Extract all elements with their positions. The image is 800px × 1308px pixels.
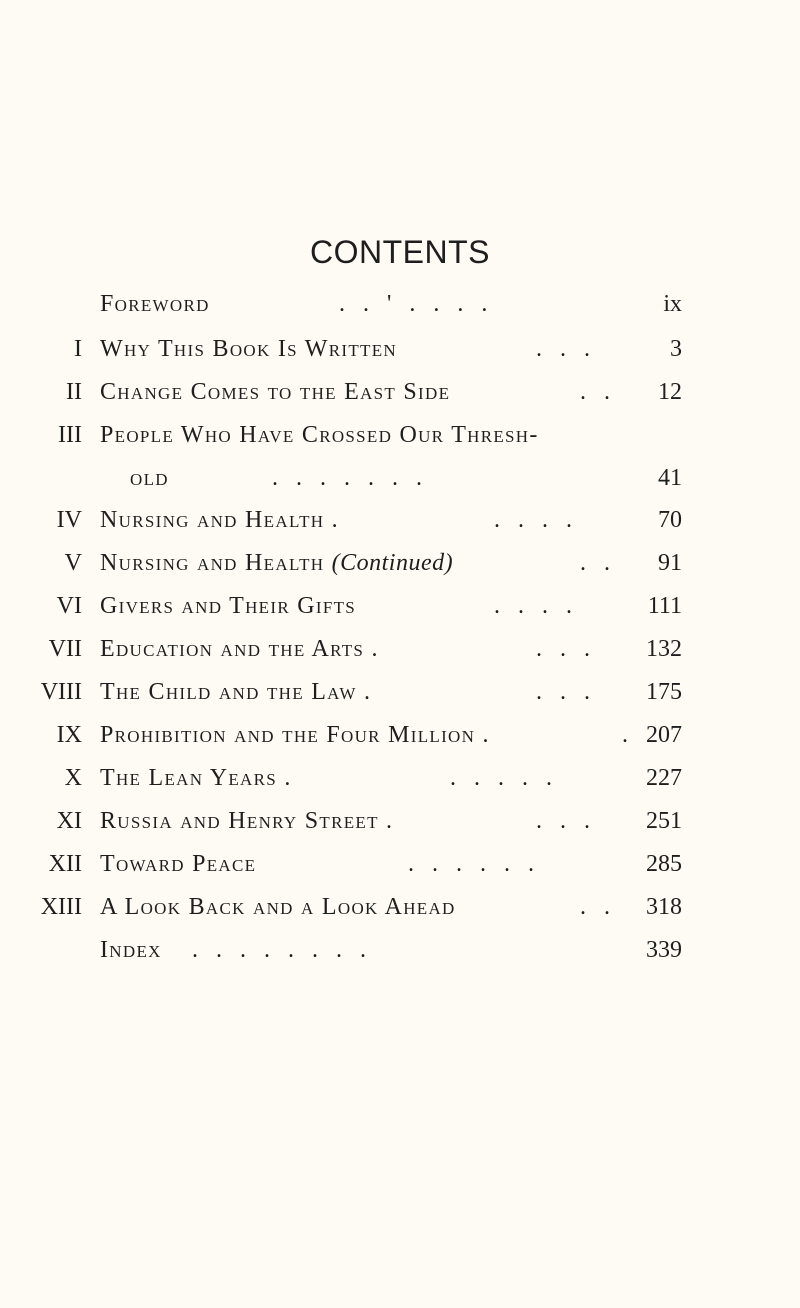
chapter-title: Prohibition and the Four Million . bbox=[100, 722, 490, 748]
chapter-title: A Look Back and a Look Ahead bbox=[100, 894, 456, 920]
toc-entry-3 bbox=[0, 417, 800, 453]
chapter-number: IX bbox=[56, 722, 82, 748]
toc-entry-8 bbox=[0, 674, 800, 710]
toc-entry-5 bbox=[0, 545, 800, 581]
toc-entry-10 bbox=[0, 760, 800, 796]
chapter-number: I bbox=[74, 336, 82, 362]
toc-entry-7 bbox=[0, 631, 800, 667]
dot-leader: . . . . . bbox=[450, 765, 552, 791]
page-number: 41 bbox=[658, 465, 682, 491]
toc-entry-4 bbox=[0, 502, 800, 538]
chapter-number: II bbox=[66, 379, 82, 405]
chapter-number: XII bbox=[48, 851, 82, 877]
page-title: CONTENTS bbox=[310, 234, 490, 270]
dot-leader: . bbox=[622, 722, 628, 748]
page-number: 339 bbox=[646, 937, 682, 963]
dot-leader: . . . . . . . bbox=[272, 465, 422, 491]
chapter-title: old bbox=[130, 465, 169, 491]
dot-leader: . . bbox=[580, 894, 610, 920]
chapter-number: VIII bbox=[40, 679, 82, 705]
chapter-number: X bbox=[64, 765, 82, 791]
toc-entry-2 bbox=[0, 374, 800, 410]
chapter-title: Change Comes to the East Side bbox=[100, 379, 451, 405]
dot-leader: . . bbox=[580, 550, 610, 576]
page-number: 251 bbox=[646, 808, 682, 834]
page-number: 70 bbox=[658, 507, 682, 533]
toc-entry-foreword bbox=[0, 286, 800, 322]
chapter-number: VII bbox=[48, 636, 82, 662]
chapter-number: IV bbox=[56, 507, 82, 533]
page-number: 207 bbox=[646, 722, 682, 748]
chapter-title: Nursing and Health . bbox=[100, 507, 339, 533]
dot-leader: . . . . . . . . bbox=[192, 937, 366, 963]
chapter-number: XIII bbox=[40, 894, 82, 920]
page-number: 227 bbox=[646, 765, 682, 791]
page-number: ix bbox=[663, 291, 682, 317]
chapter-title: The Child and the Law . bbox=[100, 679, 372, 705]
chapter-title: Education and the Arts . bbox=[100, 636, 379, 662]
dot-leader: . . bbox=[580, 379, 610, 405]
dot-leader: . . . bbox=[536, 808, 590, 834]
dot-leader: . . . . . . bbox=[408, 851, 534, 877]
page-number: 132 bbox=[646, 636, 682, 662]
chapter-number: III bbox=[58, 422, 82, 448]
page-number: 318 bbox=[646, 894, 682, 920]
chapter-title: Russia and Henry Street . bbox=[100, 808, 394, 834]
chapter-number: V bbox=[64, 550, 82, 576]
chapter-title: Foreword bbox=[100, 291, 210, 317]
dot-leader: . . . bbox=[536, 336, 590, 362]
page-number: 91 bbox=[658, 550, 682, 576]
page-number: 175 bbox=[646, 679, 682, 705]
chapter-title: The Lean Years . bbox=[100, 765, 292, 791]
chapter-title-italic: (Continued) bbox=[331, 550, 454, 576]
dot-leader: . . . . bbox=[494, 593, 572, 619]
dot-leader: . . . bbox=[536, 636, 590, 662]
chapter-number: XI bbox=[56, 808, 82, 834]
dot-leader: . . . . bbox=[494, 507, 572, 533]
toc-entry-3-continued bbox=[0, 460, 800, 496]
chapter-title bbox=[100, 545, 453, 581]
page-number: 3 bbox=[670, 336, 682, 362]
chapter-title: Why This Book Is Written bbox=[100, 336, 397, 362]
toc-entry-9 bbox=[0, 717, 800, 753]
dot-leader: . . . bbox=[536, 679, 590, 705]
chapter-number: VI bbox=[56, 593, 82, 619]
page-number: 111 bbox=[647, 593, 682, 619]
chapter-title: People Who Have Crossed Our Thresh- bbox=[100, 422, 539, 448]
page-number: 12 bbox=[658, 379, 682, 405]
toc-entry-13 bbox=[0, 889, 800, 925]
chapter-title-main: Nursing and Health bbox=[100, 550, 325, 576]
toc-entry-12 bbox=[0, 846, 800, 882]
chapter-title: Index bbox=[100, 937, 162, 963]
toc-entry-index bbox=[0, 932, 800, 968]
chapter-title: Givers and Their Gifts bbox=[100, 593, 357, 619]
dot-leader: . . ' . . . . bbox=[339, 291, 488, 317]
page-number: 285 bbox=[646, 851, 682, 877]
toc-entry-6 bbox=[0, 588, 800, 624]
chapter-title: Toward Peace bbox=[100, 851, 257, 877]
toc-entry-11 bbox=[0, 803, 800, 839]
toc-entry-1 bbox=[0, 331, 800, 367]
